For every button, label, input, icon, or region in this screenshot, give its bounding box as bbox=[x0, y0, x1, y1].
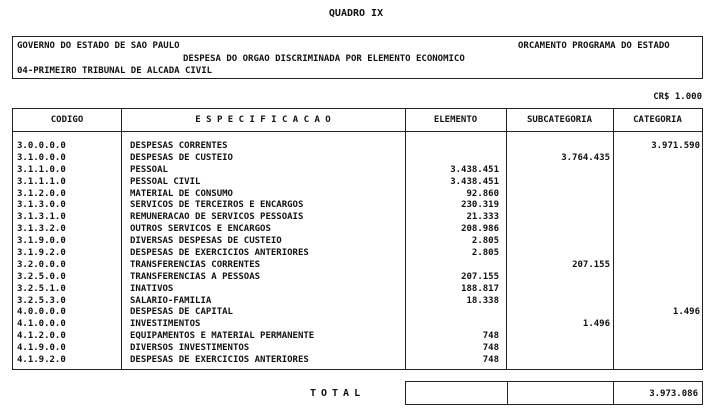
row-element-value: 18.338 bbox=[466, 295, 499, 306]
row-code: 3.1.2.0.0 bbox=[17, 188, 66, 199]
row-element-value: 92.860 bbox=[466, 188, 499, 199]
row-code: 3.1.9.2.0 bbox=[17, 248, 66, 259]
row-code: 4.0.0.0.0 bbox=[17, 307, 66, 318]
row-specification: TRANSFERENCIAS CORRENTES bbox=[130, 259, 261, 270]
row-code: 3.1.1.1.0 bbox=[17, 176, 66, 187]
row-specification: INATIVOS bbox=[130, 283, 174, 294]
total-value: 3.973.086 bbox=[649, 389, 698, 399]
row-element-value: 208.986 bbox=[461, 224, 499, 235]
row-specification: OUTROS SERVICOS E ENCARGOS bbox=[130, 224, 271, 235]
row-code: 3.2.0.0.0 bbox=[17, 259, 66, 270]
row-element-value: 230.319 bbox=[461, 200, 499, 211]
row-element-value: 3.438.451 bbox=[450, 176, 499, 187]
table-row bbox=[13, 354, 702, 366]
row-code: 3.1.0.0.0 bbox=[17, 152, 66, 163]
organ-label: 04-PRIMEIRO TRIBUNAL DE ALCADA CIVIL bbox=[17, 66, 213, 76]
row-subcategory-value: 207.155 bbox=[572, 259, 610, 270]
report-subtitle: DESPESA DO ORGAO DISCRIMINADA POR ELEMENTO ECONOMICO bbox=[183, 54, 465, 64]
total-label: TOTAL bbox=[310, 388, 366, 399]
table-row bbox=[13, 247, 702, 259]
table-row bbox=[13, 140, 702, 152]
expense-table bbox=[12, 108, 703, 370]
table-row bbox=[13, 342, 702, 354]
column-divider bbox=[613, 382, 614, 404]
row-code: 3.2.5.0.0 bbox=[17, 271, 66, 282]
column-header-spec: E S P E C I F I C A C A O bbox=[195, 115, 331, 125]
row-code: 3.2.5.1.0 bbox=[17, 283, 66, 294]
row-specification: REMUNERACAO DE SERVICOS PESSOAIS bbox=[130, 212, 304, 223]
row-element-value: 3.438.451 bbox=[450, 164, 499, 175]
row-element-value: 748 bbox=[482, 343, 499, 354]
table-row bbox=[13, 235, 702, 247]
row-specification: SALARIO-FAMILIA bbox=[130, 295, 212, 306]
table-row bbox=[13, 295, 702, 307]
row-code: 3.2.5.3.0 bbox=[17, 295, 66, 306]
row-element-value: 748 bbox=[482, 331, 499, 342]
table-row bbox=[13, 223, 702, 235]
table-body bbox=[13, 140, 702, 366]
column-header-element: ELEMENTO bbox=[433, 115, 478, 125]
row-specification: DESPESAS DE CUSTEIO bbox=[130, 152, 233, 163]
currency-unit: CR$ 1.000 bbox=[653, 92, 702, 102]
header-divider bbox=[13, 131, 702, 132]
row-element-value: 2.805 bbox=[471, 248, 499, 259]
row-subcategory-value: 3.764.435 bbox=[561, 152, 610, 163]
row-code: 3.1.1.0.0 bbox=[17, 164, 66, 175]
table-row bbox=[13, 306, 702, 318]
row-element-value: 21.333 bbox=[466, 212, 499, 223]
row-specification: INVESTIMENTOS bbox=[130, 319, 201, 330]
government-label: GOVERNO DO ESTADO DE SAO PAULO bbox=[17, 41, 180, 51]
table-row bbox=[13, 211, 702, 223]
table-row bbox=[13, 283, 702, 295]
table-row bbox=[13, 318, 702, 330]
row-specification: PESSOAL bbox=[130, 164, 168, 175]
table-row bbox=[13, 188, 702, 200]
row-specification: PESSOAL CIVIL bbox=[130, 176, 201, 187]
row-code: 3.1.3.2.0 bbox=[17, 224, 66, 235]
row-code: 3.1.3.1.0 bbox=[17, 212, 66, 223]
column-header-subcategory: SUBCATEGORIA bbox=[526, 115, 593, 125]
program-label: ORCAMENTO PROGRAMA DO ESTADO bbox=[518, 41, 670, 51]
row-category-value: 3.971.590 bbox=[651, 141, 700, 151]
row-specification: DESPESAS CORRENTES bbox=[130, 141, 228, 151]
row-specification: DIVERSAS DESPESAS DE CUSTEIO bbox=[130, 236, 282, 247]
column-header-code: CODIGO bbox=[50, 115, 84, 125]
row-category-value: 1.496 bbox=[672, 307, 700, 318]
row-specification: TRANSFERENCIAS A PESSOAS bbox=[130, 271, 261, 282]
row-specification: DESPESAS DE EXERCICIOS ANTERIORES bbox=[130, 355, 309, 366]
total-box bbox=[405, 381, 703, 405]
table-row bbox=[13, 176, 702, 188]
row-element-value: 748 bbox=[482, 355, 499, 366]
table-row bbox=[13, 199, 702, 211]
row-code: 4.1.2.0.0 bbox=[17, 331, 66, 342]
row-code: 3.1.3.0.0 bbox=[17, 200, 66, 211]
row-subcategory-value: 1.496 bbox=[582, 319, 610, 330]
header-box bbox=[12, 36, 703, 79]
row-element-value: 2.805 bbox=[471, 236, 499, 247]
row-specification: EQUIPAMENTOS E MATERIAL PERMANENTE bbox=[130, 331, 315, 342]
row-specification: DIVERSOS INVESTIMENTOS bbox=[130, 343, 250, 354]
table-row bbox=[13, 330, 702, 342]
row-code: 3.1.9.0.0 bbox=[17, 236, 66, 247]
row-code: 3.0.0.0.0 bbox=[17, 141, 66, 151]
table-row bbox=[13, 152, 702, 164]
row-specification: SERVICOS DE TERCEIROS E ENCARGOS bbox=[130, 200, 304, 211]
table-row bbox=[13, 164, 702, 176]
table-row bbox=[13, 271, 702, 283]
row-specification: DESPESAS DE CAPITAL bbox=[130, 307, 233, 318]
row-code: 4.1.9.0.0 bbox=[17, 343, 66, 354]
column-header-category: CATEGORIA bbox=[633, 115, 682, 125]
row-element-value: 207.155 bbox=[461, 271, 499, 282]
row-specification: DESPESAS DE EXERCICIOS ANTERIORES bbox=[130, 248, 309, 259]
row-code: 4.1.0.0.0 bbox=[17, 319, 66, 330]
row-code: 4.1.9.2.0 bbox=[17, 355, 66, 366]
row-element-value: 188.817 bbox=[461, 283, 499, 294]
page-title: QUADRO IX bbox=[328, 8, 384, 19]
row-specification: MATERIAL DE CONSUMO bbox=[130, 188, 233, 199]
table-row bbox=[13, 259, 702, 271]
column-divider bbox=[507, 382, 508, 404]
